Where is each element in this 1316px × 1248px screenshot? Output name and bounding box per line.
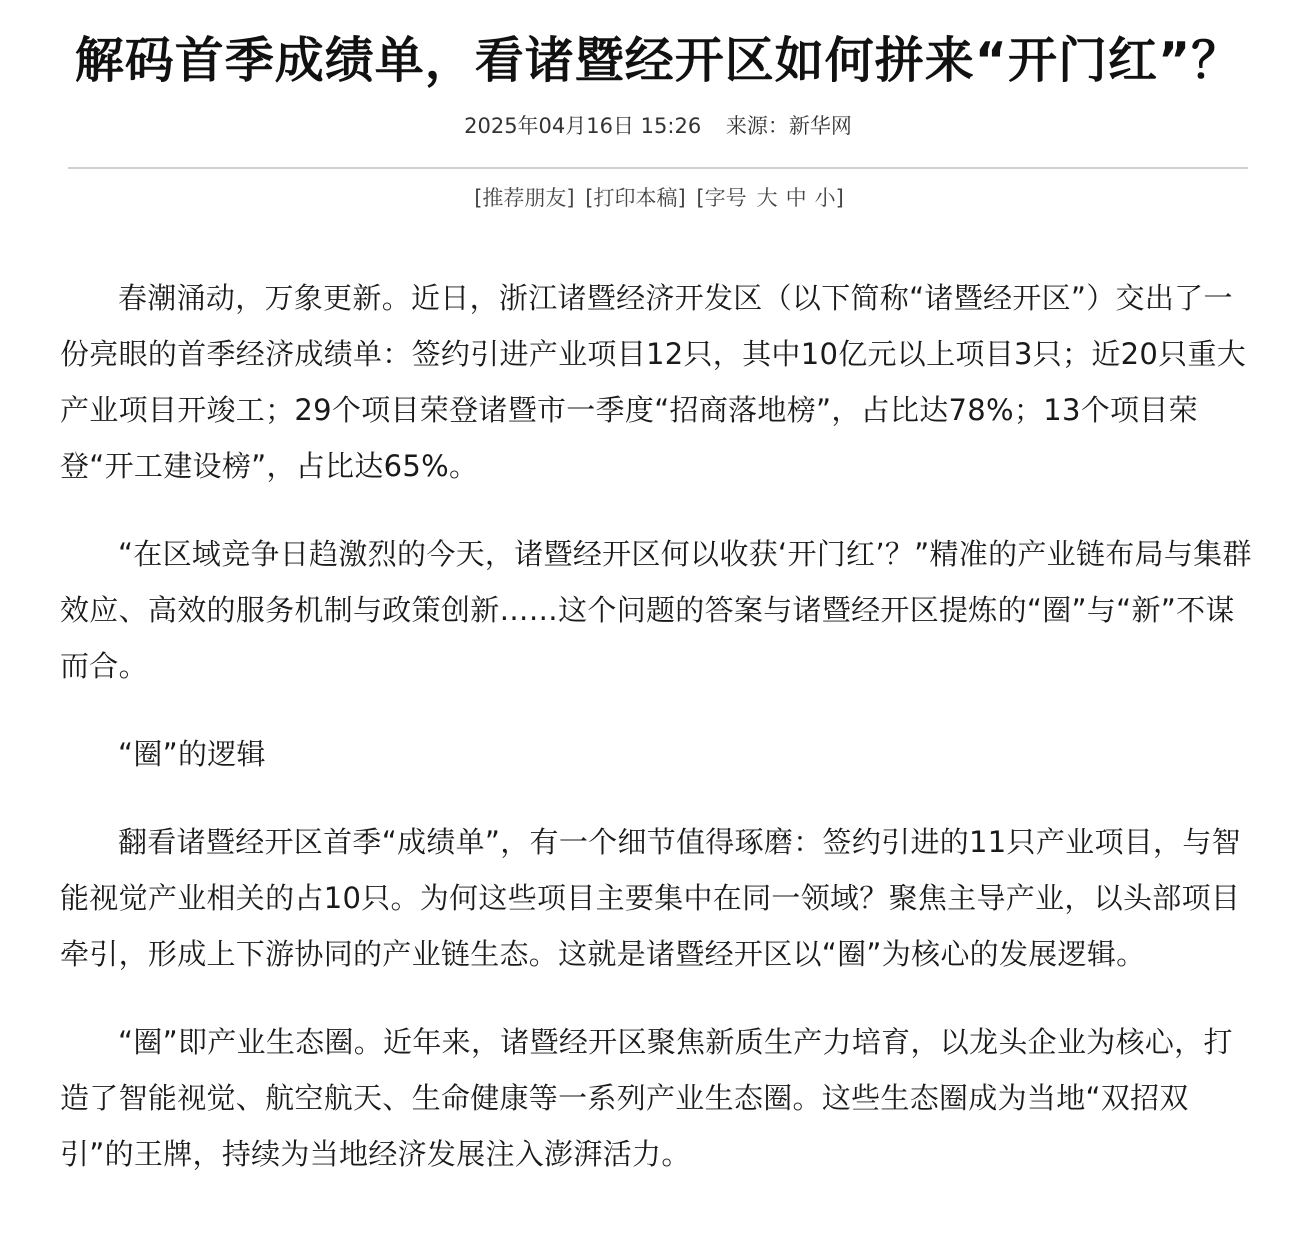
font-size-small-link[interactable]: 小]: [814, 186, 844, 210]
header-divider: [68, 167, 1248, 169]
article-title: 解码首季成绩单，看诸暨经开区如何拼来“开门红”？: [74, 32, 1242, 89]
paragraph-3: 翻看诸暨经开区首季“成绩单”，有一个细节值得琢磨：签约引进的11只产业项目，与智能视觉产业相关的占10只。为何这些项目主要集中在同一领域？聚焦主导产业，以头部项目牵引，形成上下游协同的产业链生态。这就是诸暨经开区以“圈”为核心的发展逻辑。: [60, 825, 1241, 971]
font-size-large-link[interactable]: 大: [756, 186, 778, 210]
section-subheading: “圈”的逻辑: [118, 737, 266, 771]
font-size-medium-link[interactable]: 中: [785, 186, 807, 210]
paragraph-4: “圈”即产业生态圈。近年来，诸暨经开区聚焦新质生产力培育，以龙头企业为核心，打造了智能视觉、航空航天、生命健康等一系列产业生态圈。这些生态圈成为当地“双招双引”的王牌，持续为当地经济发展注入澎湃活力。: [60, 1025, 1233, 1171]
font-size-label: [字号: [696, 186, 747, 210]
article-meta: [0, 110, 1316, 142]
print-article-link[interactable]: [打印本稿]: [585, 186, 686, 210]
article-toolbar: [0, 182, 1316, 214]
paragraph-2: “在区域竞争日趋激烈的今天，诸暨经开区何以收获‘开门红’？”精准的产业链布局与集群效应、高效的服务机制与政策创新……这个问题的答案与诸暨经开区提炼的“圈”与“新”不谋而合。: [60, 537, 1252, 683]
paragraph-1: 春潮涌动，万象更新。近日，浙江诸暨经济开发区（以下简称“诸暨经开区”）交出了一份亮眼的首季经济成绩单：签约引进产业项目12只，其中10亿元以上项目3只；近20只重大产业项目开竣工；29个项目荣登诸暨市一季度“招商落地榜”，占比达78%；13个项目荣登“开工建设榜”，占比达65%。: [60, 281, 1247, 483]
article-body: [60, 270, 1260, 1214]
recommend-friend-link[interactable]: [推荐朋友]: [474, 186, 575, 210]
article-source: 来源：新华网: [725, 114, 852, 138]
publish-date: 2025年04月16日 15:26: [464, 114, 702, 138]
